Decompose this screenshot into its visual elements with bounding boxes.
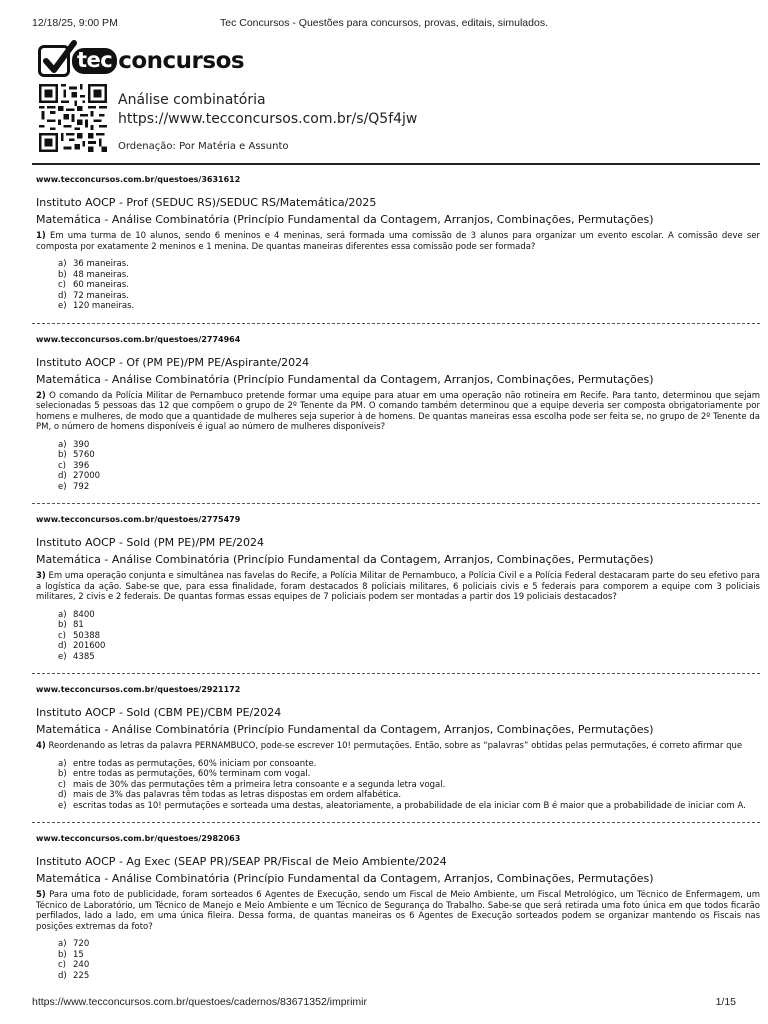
question-list (36, 174, 760, 987)
question-banca: Instituto AOCP - Prof (SEDUC RS)/SEDUC RS/Matemática/2025 (36, 196, 377, 209)
question-item (36, 833, 760, 987)
question-item (36, 174, 760, 318)
checkmark-icon (38, 45, 70, 77)
question-number: 4) (36, 741, 46, 751)
answer-option[interactable] (58, 259, 760, 270)
question-materia: Matemática - Análise Combinatória (Princípio Fundamental da Contagem, Arranjos, Combinações, Permutações) (36, 372, 654, 386)
option-text: 4385 (73, 651, 95, 662)
answer-option[interactable] (58, 960, 760, 971)
option-text: 15 (73, 949, 84, 960)
option-text: escritas todas as 10! permutações e sorteada uma destas, aleatoriamente, a probabilidade de ela iniciar com B é maior que a probabilidade de iniciar com A. (73, 800, 746, 811)
option-letter: b) (58, 450, 67, 460)
option-letter: c) (58, 960, 66, 970)
option-letter: c) (58, 630, 66, 641)
question-statement (36, 571, 760, 603)
question-number: 5) (36, 890, 46, 900)
logo-tec: tec (72, 48, 117, 74)
option-text: 396 (73, 460, 90, 471)
question-banca: Instituto AOCP - Sold (PM PE)/PM PE/2024 (36, 536, 265, 549)
question-divider (32, 503, 760, 504)
question-url[interactable]: www.tecconcursos.com.br/questoes/3631612 (36, 175, 241, 184)
question-materia: Matemática - Análise Combinatória (Princípio Fundamental da Contagem, Arranjos, Combinações, Permutações) (36, 553, 654, 566)
option-letter: b) (58, 620, 67, 630)
answer-option[interactable] (58, 631, 760, 642)
print-page-title: Tec Concursos - Questões para concursos, provas, editais, simulados. (220, 17, 548, 29)
answer-options (58, 259, 760, 312)
option-text: entre todas as permutações, 60% iniciam por consoante. (73, 758, 317, 769)
question-divider (32, 323, 760, 324)
question-materia: Matemática - Análise Combinatória (Princípio Fundamental da Contagem, Arranjos, Combinações, Permutações) (36, 723, 654, 736)
answer-option[interactable] (58, 950, 760, 961)
print-footer (0, 996, 768, 1010)
header-divider (32, 163, 760, 165)
option-text: 240 (73, 960, 90, 970)
answer-option[interactable] (58, 461, 760, 472)
option-letter: d) (58, 641, 67, 651)
option-text: 390 (73, 439, 90, 450)
logo-concursos: concursos (118, 48, 245, 74)
option-text: 8400 (73, 609, 95, 620)
answer-option[interactable] (58, 790, 760, 801)
question-number: 2) (36, 390, 46, 401)
question-divider (32, 822, 760, 823)
page-counter: 1/15 (715, 996, 736, 1008)
print-header (0, 17, 768, 31)
print-url: https://www.tecconcursos.com.br/questoes/cadernos/83671352/imprimir (32, 996, 367, 1008)
caderno-ordering: Ordenação: Por Matéria e Assunto (118, 141, 289, 152)
answer-option[interactable] (58, 440, 760, 451)
answer-option[interactable] (58, 939, 760, 950)
question-url[interactable]: www.tecconcursos.com.br/questoes/2775479 (36, 515, 241, 524)
answer-options (58, 759, 760, 812)
option-letter: a) (58, 609, 67, 620)
option-text: mais de 3% das palavras têm todas as letras dispostas em ordem alfabética. (73, 790, 402, 800)
option-letter: d) (58, 290, 67, 301)
option-text: 120 maneiras. (73, 301, 135, 311)
question-materia: Matemática - Análise Combinatória (Princípio Fundamental da Contagem, Arranjos, Combinações, Permutações) (36, 213, 654, 226)
option-text: 792 (73, 481, 90, 492)
question-materia: Matemática - Análise Combinatória (Princípio Fundamental da Contagem, Arranjos, Combinações, Permutações) (36, 872, 654, 885)
answer-option[interactable] (58, 291, 760, 302)
question-url[interactable]: www.tecconcursos.com.br/questoes/2921172 (36, 685, 241, 694)
answer-option[interactable] (58, 652, 760, 663)
option-text: 60 maneiras. (73, 280, 129, 290)
option-letter: c) (58, 280, 66, 290)
option-letter: a) (58, 939, 67, 949)
question-number: 3) (36, 571, 46, 581)
answer-options (58, 440, 760, 493)
option-letter: d) (58, 790, 67, 800)
answer-option[interactable] (58, 769, 760, 780)
option-text: 225 (73, 970, 90, 981)
qr-code-icon (38, 84, 108, 152)
question-banca: Instituto AOCP - Of (PM PE)/PM PE/Aspirante/2024 (36, 355, 310, 369)
option-letter: e) (58, 481, 67, 492)
option-letter: c) (58, 779, 66, 790)
answer-options (58, 939, 760, 981)
option-letter: d) (58, 970, 67, 981)
option-text: entre todas as permutações, 60% terminam com vogal. (73, 769, 311, 779)
question-divider (32, 673, 760, 674)
answer-option[interactable] (58, 759, 760, 770)
answer-option[interactable] (58, 471, 760, 482)
option-letter: c) (58, 460, 66, 471)
option-text: mais de 30% das permutações têm a primeira letra consoante e a segunda letra vogal. (73, 779, 446, 790)
question-text: O comando da Polícia Militar de Pernambuco pretende formar uma equipe para atuar em uma operação não rotineira em Recife. Para tanto, determinou que sejam selecionadas 5 pessoas das 12 que compõem o grupo de 2º Tenente da PM. O comando também determinou que a equipe deveria ser composta obrigatoriamente por homens e mulheres, de modo que a quantidade de mulheres seja superior à de homens. De quantas maneiras essa escolha pode ser feita se, no grupo de 2º Tenente da PM, o número de homens disponíveis é igual ao número de mulheres disponíveis? (36, 390, 761, 432)
answer-option[interactable] (58, 780, 760, 791)
answer-option[interactable] (58, 450, 760, 461)
question-number: 1) (36, 231, 46, 241)
option-letter: a) (58, 758, 67, 769)
answer-options (58, 610, 760, 663)
option-letter: a) (58, 439, 67, 450)
question-item (36, 334, 760, 499)
option-letter: e) (58, 800, 67, 811)
option-letter: b) (58, 949, 67, 960)
caderno-link[interactable]: https://www.tecconcursos.com.br/s/Q5f4jw (118, 111, 418, 127)
question-statement (36, 741, 760, 752)
answer-option[interactable] (58, 270, 760, 281)
answer-option[interactable] (58, 482, 760, 493)
question-text: Em uma operação conjunta e simultânea nas favelas do Recife, a Polícia Militar de Pernambuco, a Polícia Civil e a Polícia Federal destacaram parte do seu efetivo para a logística da ação. Sabe-se que, para essa finalidade, foram destacados 8 policiais militares, 6 policiais civis e 5 federais para comporem a equipe com 3 policiais militares, 2 civis e 2 federais. De quantas formas essas equipes de 7 policiais podem ser montadas a partir dos 19 policiais destacados? (36, 571, 760, 602)
question-item (36, 684, 760, 817)
question-url[interactable]: www.tecconcursos.com.br/questoes/2982063 (36, 834, 241, 843)
answer-option[interactable] (58, 610, 760, 621)
option-letter: a) (58, 259, 67, 269)
question-statement (36, 231, 760, 252)
option-letter: b) (58, 269, 67, 280)
question-statement (36, 890, 760, 932)
question-text: Em uma turma de 10 alunos, sendo 6 meninos e 4 meninas, será formada uma comissão de 3 alunos para organizar um evento escolar. A comissão deve ser composta por exatamente 2 meninos e 1 menina. De quantas maneiras diferentes essa comissão pode ser formada? (36, 231, 760, 252)
option-text: 201600 (73, 641, 106, 651)
question-banca: Instituto AOCP - Ag Exec (SEAP PR)/SEAP PR/Fiscal de Meio Ambiente/2024 (36, 855, 447, 868)
print-datetime: 12/18/25, 9:00 PM (32, 17, 118, 29)
answer-option[interactable] (58, 641, 760, 652)
question-banca: Instituto AOCP - Sold (CBM PE)/CBM PE/2024 (36, 706, 282, 719)
caderno-title: Análise combinatória (118, 92, 266, 108)
option-letter: e) (58, 301, 67, 311)
option-text: 5760 (73, 450, 95, 460)
option-text: 81 (73, 620, 84, 630)
option-letter: b) (58, 769, 67, 779)
question-url[interactable]: www.tecconcursos.com.br/questoes/2774964 (36, 334, 241, 344)
answer-option[interactable] (58, 801, 760, 812)
question-item (36, 514, 760, 668)
option-text: 36 maneiras. (73, 259, 129, 269)
answer-option[interactable] (58, 301, 760, 312)
option-text: 27000 (73, 471, 101, 481)
option-letter: d) (58, 471, 67, 481)
answer-option[interactable] (58, 280, 760, 291)
answer-option[interactable] (58, 971, 760, 982)
option-text: 48 maneiras. (73, 269, 129, 280)
option-letter: e) (58, 651, 67, 662)
option-text: 720 (73, 939, 90, 949)
question-statement (36, 391, 760, 433)
tecconcursos-logo (38, 44, 244, 78)
question-text: Para uma foto de publicidade, foram sorteados 6 Agentes de Execução, sendo um Fiscal de Meio Ambiente, um Fiscal Metrológico, um Técnico de Enfermagem, um Técnico de Laboratório, um Técnico de Manejo e Meio Ambiente e um Técnico de Segurança do Trabalho. Sabe-se que será retirada uma foto única em que todos ficarão perfilados, lado a lado, em uma única fileira. Dessa forma, de quantas maneiras os 6 Agentes de Execução sorteados podem se organizar mantendo os Fiscais nas posições extremas da foto? (36, 890, 761, 932)
question-text: Reordenando as letras da palavra PERNAMBUCO, pode-se escrever 10! permutações. Então, sobre as “palavras” obtidas pelas permutações, é correto afirmar que (48, 741, 743, 751)
option-text: 72 maneiras. (73, 290, 129, 301)
answer-option[interactable] (58, 620, 760, 631)
option-text: 50388 (73, 630, 101, 641)
